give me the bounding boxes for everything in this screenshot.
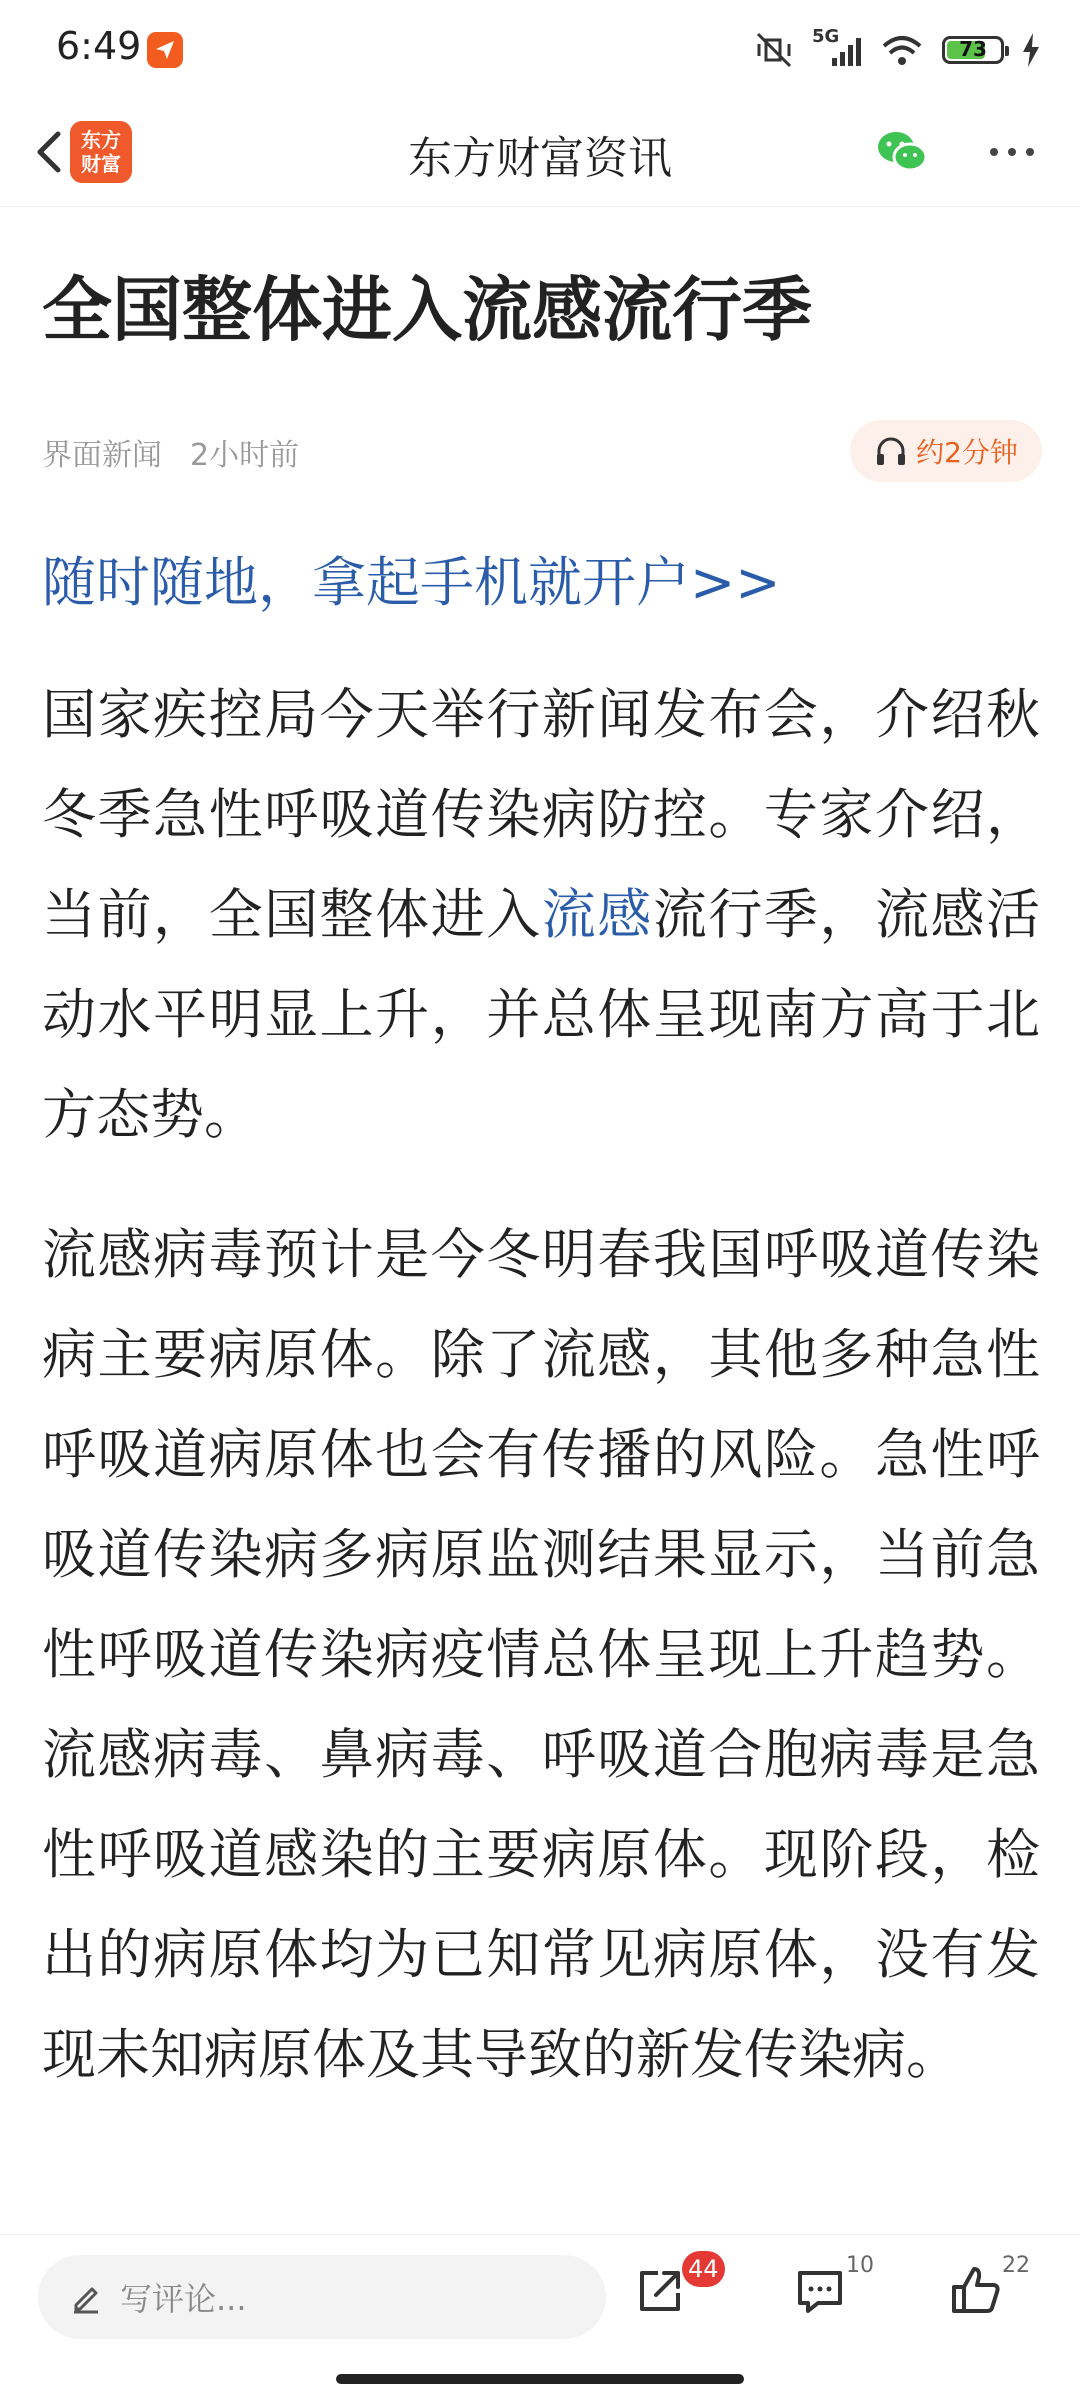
more-icon[interactable] [982, 122, 1042, 182]
share-button[interactable] [630, 2255, 720, 2341]
wifi-icon [880, 30, 924, 70]
headphones-icon [874, 434, 908, 468]
app-notification-icon [147, 32, 183, 68]
like-button[interactable] [946, 2253, 1036, 2341]
wechat-icon[interactable] [872, 122, 932, 182]
comment-icon [790, 2261, 850, 2321]
open-account-link[interactable]: 随时随地，拿起手机就开户>> [42, 551, 781, 614]
battery-level: 73 [959, 37, 987, 61]
share-count-badge: 44 [682, 2251, 725, 2287]
brand-logo-line1: 东方 [81, 128, 121, 152]
page-title: 东方财富资讯 [408, 133, 672, 184]
brand-logo-line2: 财富 [81, 152, 121, 176]
paragraph-text: 国家疾控局今天举行新闻发布会，介绍秋冬季急性呼吸道传染病防控。专家介绍，当前，全国整体进入 [42, 683, 1040, 946]
status-icons [754, 26, 1040, 70]
thumbs-up-icon [946, 2261, 1006, 2321]
like-count: 22 [1002, 2253, 1030, 2278]
status-time: 6:49 [56, 24, 142, 68]
share-icon [630, 2261, 690, 2321]
article-source: 界面新闻 [42, 438, 162, 473]
article-title: 全国整体进入流感流行季 [42, 269, 812, 351]
article-time: 2小时前 [190, 438, 300, 473]
listen-duration: 约2分钟 [916, 436, 1018, 469]
battery-icon [942, 36, 1004, 64]
charging-icon [1022, 33, 1040, 67]
home-indicator[interactable] [336, 2374, 744, 2384]
network-type: 5G [812, 26, 840, 47]
article-paragraph-2: 流感病毒预计是今冬明春我国呼吸道传染病主要病原体。除了流感，其他多种急性呼吸道病原体也会有传播的风险。急性呼吸道传染病多病原监测结果显示，当前急性呼吸道传染病疫情总体呈现上升趋势。流感病毒、鼻病毒、呼吸道合胞病毒是急性呼吸道感染的主要病原体。现阶段，检出的病原体均为已知常见病原体，没有发现未知病原体及其导致的新发传染病。 [42, 1223, 1040, 2086]
keyword-link-flu[interactable]: 流感 [541, 883, 653, 946]
listen-button[interactable] [850, 420, 1042, 482]
paragraph-text: 流行季，流感活动水平明显上升，并总体呈现南方高于北方态势。 [42, 883, 1041, 1146]
mute-vibrate-icon [754, 30, 794, 70]
comments-button[interactable] [790, 2253, 880, 2341]
article-paragraph-1 [42, 665, 1040, 1165]
cellular-signal-icon [812, 26, 862, 70]
status-bar [0, 0, 1080, 100]
pencil-icon [68, 2279, 104, 2315]
nav-bar [0, 100, 1080, 207]
comment-input[interactable] [38, 2255, 606, 2339]
comment-count: 10 [846, 2253, 874, 2278]
comment-placeholder: 写评论... [120, 2280, 247, 2318]
